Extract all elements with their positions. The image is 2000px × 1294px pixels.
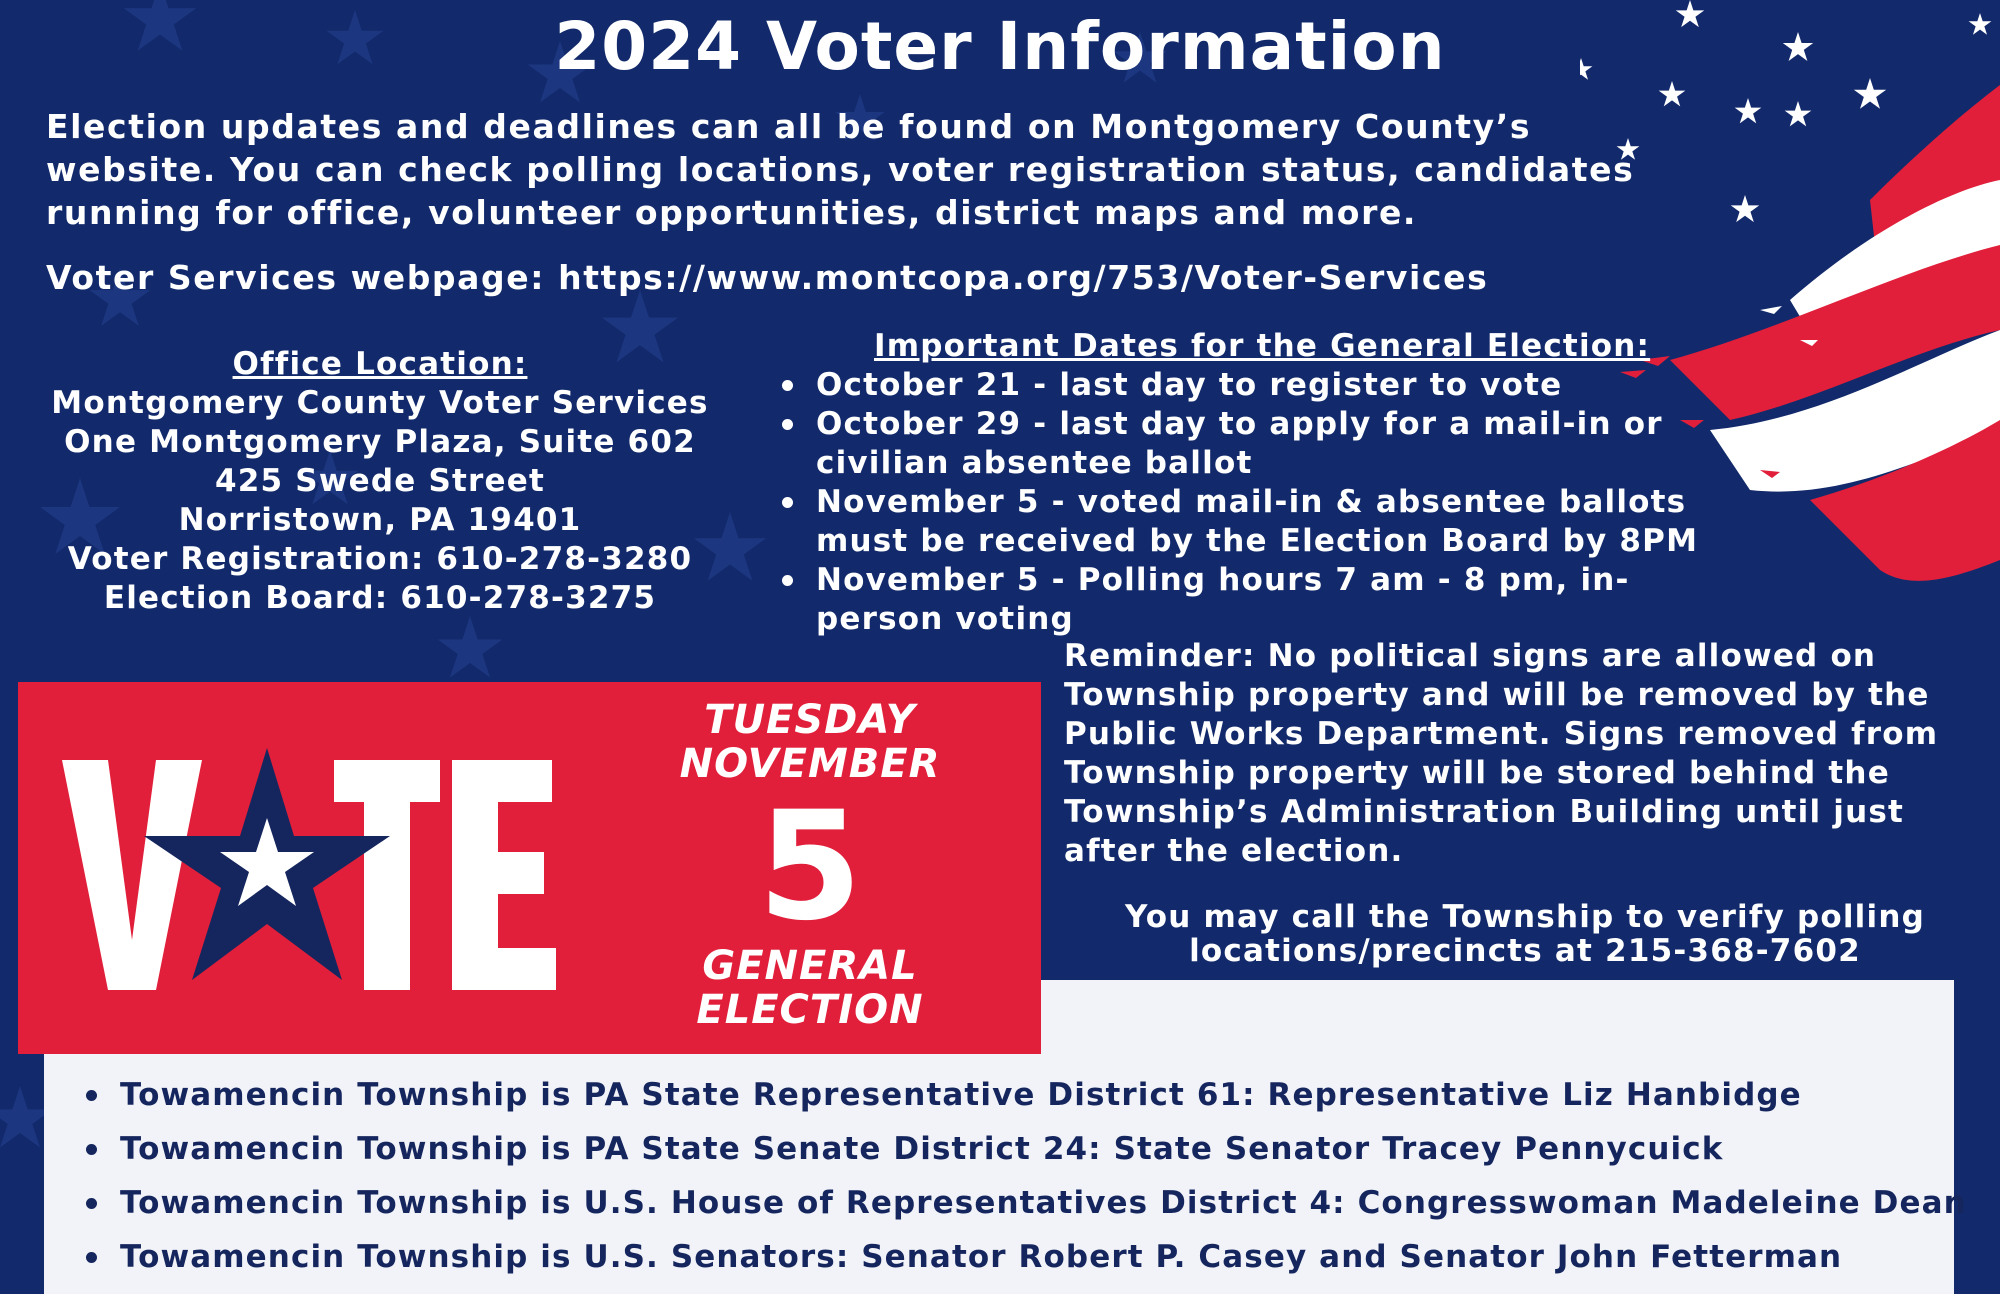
date-item: October 21 - last day to register to vote: [816, 366, 1750, 405]
intro-paragraph: [46, 105, 1646, 234]
election-date-block: [660, 698, 960, 1032]
intro-line-1: Election updates and deadlines can all be found on Montgomery County’s: [46, 107, 1532, 146]
office-line: Voter Registration: 610-278-3280: [67, 541, 693, 577]
election-label: ELECTION: [696, 987, 924, 1033]
general-label: GENERAL: [702, 943, 918, 989]
bullet-icon: [86, 1198, 97, 1209]
important-dates-heading: Important Dates for the General Election:: [874, 328, 1651, 364]
office-location-block: [40, 345, 720, 618]
voter-services-link[interactable]: Voter Services webpage: https://www.montcopa.org/753/Voter-Services: [46, 258, 1489, 297]
bullet-icon: [782, 575, 793, 586]
office-line: One Montgomery Plaza, Suite 602: [64, 424, 696, 460]
date-item: October 29 - last day to apply for a mail-in or civilian absentee ballot: [816, 405, 1750, 483]
call-township-note: [1060, 900, 1990, 968]
page-title: 2024 Voter Information: [554, 8, 1446, 85]
office-line: Election Board: 610-278-3275: [103, 580, 657, 616]
office-location-heading: Office Location:: [232, 346, 528, 382]
call-note-line-1: You may call the Township to verify polling: [1124, 899, 1925, 935]
political-signs-reminder: Reminder: No political signs are allowed on Township property and will be removed by the Public Works Department. Signs removed from Township property will be stored behind the Township’s Administration Building until just after the election.: [1064, 638, 1939, 869]
intro-line-3: running for office, volunteer opportunities, district maps and more.: [46, 193, 1418, 232]
representative-item: Towamencin Township is PA State Senate District 24: State Senator Tracey Pennycuick: [120, 1122, 1964, 1176]
bullet-icon: [86, 1252, 97, 1263]
vote-logo: [62, 740, 582, 1010]
bullet-icon: [86, 1090, 97, 1101]
bullet-icon: [782, 419, 793, 430]
date-item: November 5 - Polling hours 7 am - 8 pm, in-person voting: [816, 561, 1750, 639]
bullet-icon: [86, 1144, 97, 1155]
bullet-icon: [782, 380, 793, 391]
intro-line-2: website. You can check polling locations, voter registration status, candidates: [46, 150, 1635, 189]
important-dates-list: [770, 366, 1750, 639]
office-line: 425 Swede Street: [214, 463, 545, 499]
representative-item: Towamencin Township is PA State Representative District 61: Representative Liz Hanbidge: [120, 1068, 1964, 1122]
call-note-line-2: locations/precincts at 215-368-7602: [1189, 933, 1861, 969]
representatives-list: [84, 1068, 1967, 1284]
date-item: November 5 - voted mail-in & absentee ballots must be received by the Election Board by 8PM: [816, 483, 1750, 561]
important-dates-block: [770, 327, 1750, 639]
election-month: NOVEMBER: [679, 741, 941, 787]
bullet-icon: [782, 497, 793, 508]
representative-item: Towamencin Township is U.S. House of Representatives District 4: Congresswoman Madeleine Dean: [120, 1176, 1964, 1230]
election-day-number: 5: [757, 780, 863, 954]
office-line: Montgomery County Voter Services: [51, 385, 709, 421]
representative-item: Towamencin Township is U.S. Senators: Senator Robert P. Casey and Senator John Fetterman: [120, 1230, 1964, 1284]
election-weekday: TUESDAY: [704, 697, 916, 743]
office-line: Norristown, PA 19401: [178, 502, 582, 538]
